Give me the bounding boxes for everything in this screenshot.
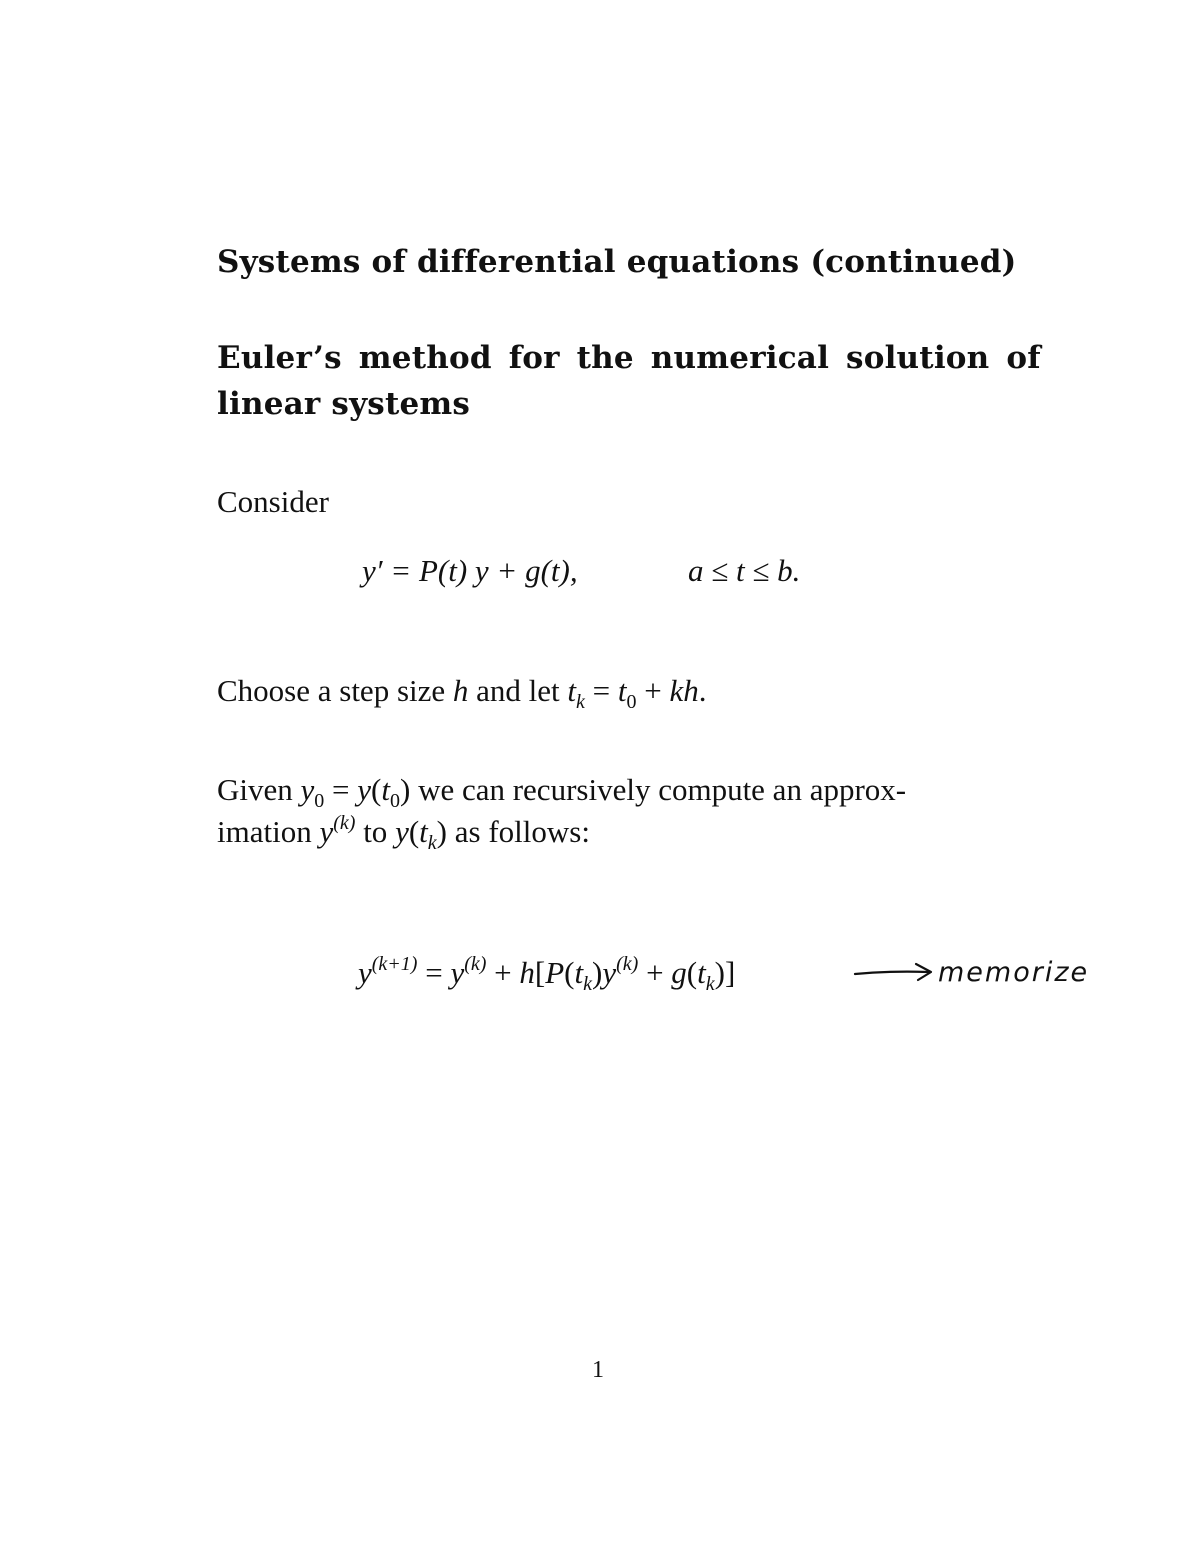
eq2-paren-open2: ( [686,955,698,990]
eq2-plus1: + [486,955,520,990]
eq2-eq: = [417,955,451,990]
eq2-paren-close: ) [592,955,603,990]
given-t2: t [419,814,428,849]
given-t: t [381,772,390,807]
equation-ode-lhs: y′ = P(t) y + g(t), [362,553,578,588]
eq2-bracket-open: [ [534,955,546,990]
given-paren-close: ) [399,772,411,807]
step-kh: kh [669,673,699,708]
eq2-y1: y [358,955,372,990]
handwritten-note: memorize [938,957,1090,988]
given-text-e: as follows: [447,814,590,849]
handwritten-arrow-icon [852,960,936,984]
given-paren-close2: ) [436,814,447,849]
given-text-c: imation [217,814,320,849]
given-y2: y [357,772,372,807]
eq2-plus2: + [638,955,672,990]
given-sup-k: (k) [333,812,356,834]
given-paren-open2: ( [408,814,420,849]
step-h: h [452,673,469,708]
eq2-sup1: (k+1) [371,953,418,975]
eq2-bracket-close: ] [724,955,736,990]
step-sub-0: 0 [626,691,637,713]
step-t: t [567,673,577,708]
given-y: y [300,772,315,807]
given-text-d: to [355,814,396,849]
subsection-heading-line1: Euler’s method for the numerical solution of [217,340,1041,376]
eq2-sup3: (k) [616,953,639,975]
eq2-y2: y [450,955,465,990]
step-text-a: Choose a step size [217,673,453,708]
euler-update-equation [358,953,736,995]
eq2-t: t [574,955,584,990]
given-sub0: 0 [314,790,325,812]
step-text-b: and let [468,673,568,708]
given-sub-k: k [427,832,437,854]
step-sub-k: k [576,691,585,713]
eq2-paren-close2: ) [714,955,725,990]
given-paren-open: ( [371,772,382,807]
page-number: 1 [592,1357,604,1383]
step-size-paragraph [217,673,707,713]
consider-text: Consider [217,484,329,519]
eq2-t2: t [697,955,706,990]
section-heading: Systems of differential equations (continued) [217,244,1017,280]
given-eq: = [324,772,358,807]
given-text-a: Given [217,772,301,807]
eq2-sub-k: k [583,973,593,995]
eq2-h: h [519,955,535,990]
eq2-sup2: (k) [464,953,487,975]
eq2-P: P [545,955,565,990]
eq2-g: g [671,955,687,990]
eq2-paren-open: ( [564,955,575,990]
step-plus: + [636,673,670,708]
given-text-b: we can recursively compute an approx- [410,772,907,807]
step-end: . [698,673,707,708]
eq2-sub-k2: k [705,973,715,995]
eq2-y3: y [602,955,617,990]
given-y4: y [395,814,409,849]
step-eq: = [584,673,618,708]
given-sub0b: 0 [389,790,400,812]
subsection-heading-line2: linear systems [217,386,471,422]
given-line2 [217,812,590,854]
equation-ode-interval: a ≤ t ≤ b. [688,553,801,588]
step-t0: t [617,673,627,708]
given-line1 [217,772,907,812]
given-y3: y [319,814,334,849]
